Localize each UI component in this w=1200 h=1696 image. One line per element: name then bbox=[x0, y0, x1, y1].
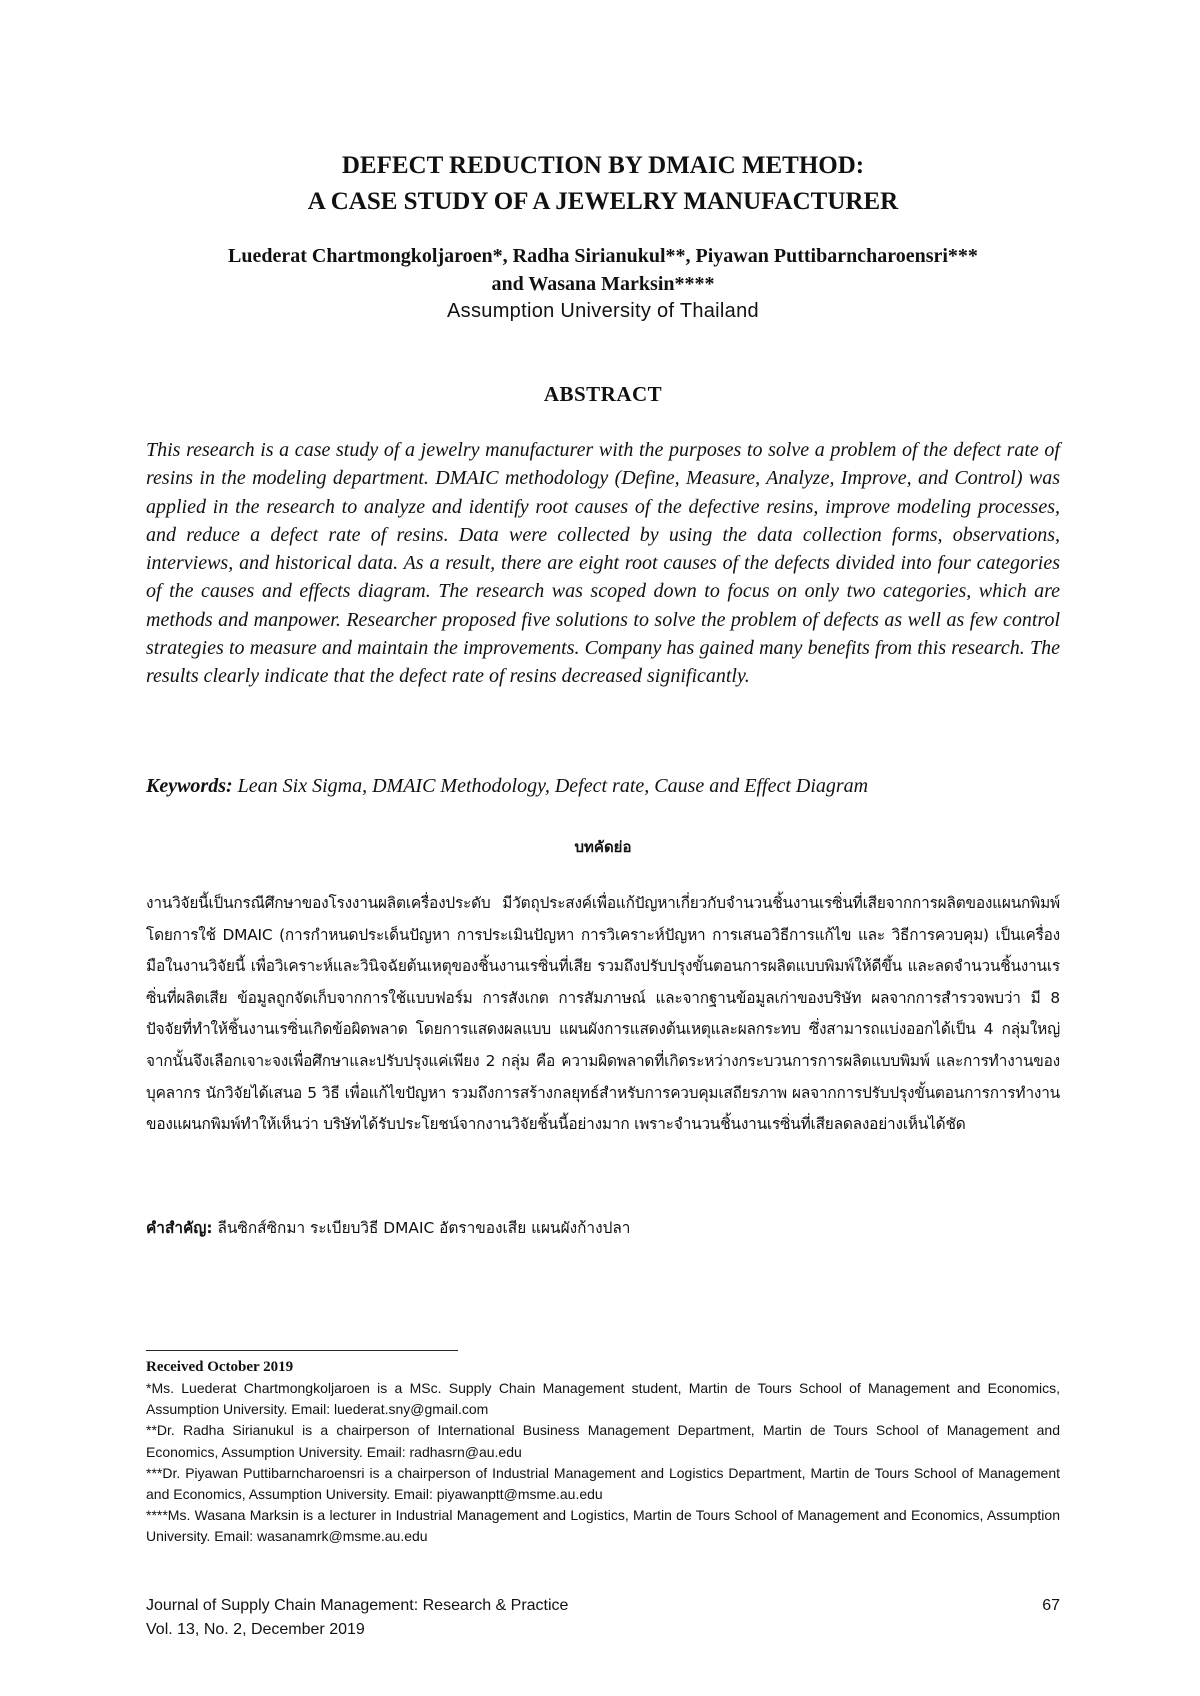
thai-keywords bbox=[146, 1214, 1060, 1242]
journal-footer bbox=[146, 1594, 1060, 1642]
thai-abstract-text: งานวิจัยนี้เป็นกรณีศึกษาของโรงงานผลิตเครื่องประดับ มีวัตถุประสงค์เพื่อแก้ปัญหาเกี่ยวกับจำนวนชิ้นงานเรซิ่นที่เสียจากการผลิตของแผนกพิมพ์ โดยการใช้ DMAIC (การกำหนดประเด็นปัญหา การประเมินปัญหา การวิเคราะห์ปัญหา การเสนอวิธีการแก้ไข และ วิธีการควบคุม) เป็นเครื่องมือในงานวิจัยนี้ เพื่อวิเคราะห์และวินิจฉัยต้นเหตุของชิ้นงานเรซิ่นที่เสีย รวมถึงปรับปรุงขั้นตอนการผลิตแบบพิมพ์ให้ดีขึ้น และลดจำนวนชิ้นงานเรซิ่นที่ผลิตเสีย ข้อมูลถูกจัดเก็บจากการใช้แบบฟอร์ม การสังเกต การสัมภาษณ์ และจากฐานข้อมูลเก่าของบริษัท ผลจากการสำรวจพบว่า มี 8 ปัจจัยที่ทำให้ชิ้นงานเรซิ่นเกิดข้อผิดพลาด โดยการแสดงผลแบบ แผนผังการแสดงต้นเหตุและผลกระทบ ซึ่งสามารถแบ่งออกได้เป็น 4 กลุ่มใหญ่ จากนั้นจึงเลือกเจาะจงเพื่อศึกษาและปรับปรุงแค่เพียง 2 กลุ่ม คือ ความผิดพลาดที่เกิดระหว่างกระบวนการการผลิตแบบพิมพ์ และการทำงานของบุคลากร นักวิจัยได้เสนอ 5 วิธี เพื่อแก้ไขปัญหา รวมถึงการสร้างกลยุทธ์สำหรับการควบคุมเสถียรภาพ ผลจากการปรับปรุงขั้นตอนการการทำงานของแผนกพิมพ์ทำให้เห็นว่า บริษัทได้รับประโยชน์จากงานวิจัยชิ้นนี้อย่างมาก เพราะจำนวนชิ้นงานเรซิ่นที่เสียลดลงอย่างเห็นได้ชัด bbox=[146, 894, 1060, 1134]
abstract-heading: ABSTRACT bbox=[543, 382, 663, 406]
author-list bbox=[146, 242, 1060, 298]
authors-line-1: Luederat Chartmongkoljaroen*, Radha Sirianukul**, Piyawan Puttibarncharoensri*** bbox=[228, 245, 978, 267]
footnote-author-2: **Dr. Radha Sirianukul is a chairperson of International Business Management Department, Martin de Tours School of Management and Economics, Assumption University. Email: radhasrn@au.edu bbox=[146, 1422, 1060, 1460]
abstract-text: This research is a case study of a jewelry manufacturer with the purposes to solve a problem of the defect rate of resins in the modeling department. DMAIC methodology (Define, Measure, Analyze, Improve, and Control) was applied in the research to analyze and identify root causes of the defective resins, improve modeling processes, and reduce a defect rate of resins. Data were collected by using the data collection forms, observations, interviews, and historical data. As a result, there are eight root causes of the defects divided into four categories of the causes and effects diagram. The research was scoped down to focus on only two categories, which are methods and manpower. Researcher proposed five solutions to solve the problem of defects as well as few control strategies to measure and maintain the improvements. Company has gained many benefits from this research. The results clearly indicate that the defect rate of resins decreased significantly. bbox=[146, 439, 1060, 688]
paper-title bbox=[146, 148, 1060, 220]
authors-line-2: and Wasana Marksin**** bbox=[491, 273, 715, 295]
keywords-text: Lean Six Sigma, DMAIC Methodology, Defect rate, Cause and Effect Diagram bbox=[237, 775, 869, 797]
title-line-1: DEFECT REDUCTION BY DMAIC METHOD: bbox=[341, 152, 865, 179]
journal-issue: Vol. 13, No. 2, December 2019 bbox=[146, 1621, 365, 1638]
journal-name: Journal of Supply Chain Management: Research & Practice bbox=[146, 1597, 569, 1614]
footnotes bbox=[146, 1378, 1060, 1548]
footnote-divider bbox=[146, 1350, 458, 1351]
thai-keywords-text: ลีนซิกส์ซิกมา ระเบียบวิธี DMAIC อัตราของเสีย แผนผังก้างปลา bbox=[217, 1219, 631, 1237]
page-number: 67 bbox=[1042, 1597, 1060, 1614]
footnote-author-3: ***Dr. Piyawan Puttibarncharoensri is a chairperson of Industrial Management and Logistics Department, Martin de Tours School of Management and Economics, Assumption University. Email: piyawanptt@msme.au.edu bbox=[146, 1464, 1060, 1503]
affiliation: Assumption University of Thailand bbox=[447, 300, 759, 322]
thai-keywords-label: คำสำคัญ: bbox=[146, 1219, 213, 1237]
keywords bbox=[146, 772, 1060, 800]
received-date: Received October 2019 bbox=[146, 1359, 294, 1375]
title-line-2: A CASE STUDY OF A JEWELRY MANUFACTURER bbox=[307, 188, 899, 215]
footnote-author-4: ****Ms. Wasana Marksin is a lecturer in Industrial Management and Logistics, Martin de Tours School of Management and Economics, Assumption University. Email: wasanamrk@msme.au.edu bbox=[146, 1507, 1060, 1545]
footnote-author-1: *Ms. Luederat Chartmongkoljaroen is a MSc. Supply Chain Management student, Martin de Tours School of Management and Economics, Assumption University. Email: luederat.sny@gmail.com bbox=[146, 1380, 1060, 1418]
thai-abstract-heading: บทคัดย่อ bbox=[574, 840, 632, 856]
keywords-label: Keywords: bbox=[146, 775, 233, 797]
